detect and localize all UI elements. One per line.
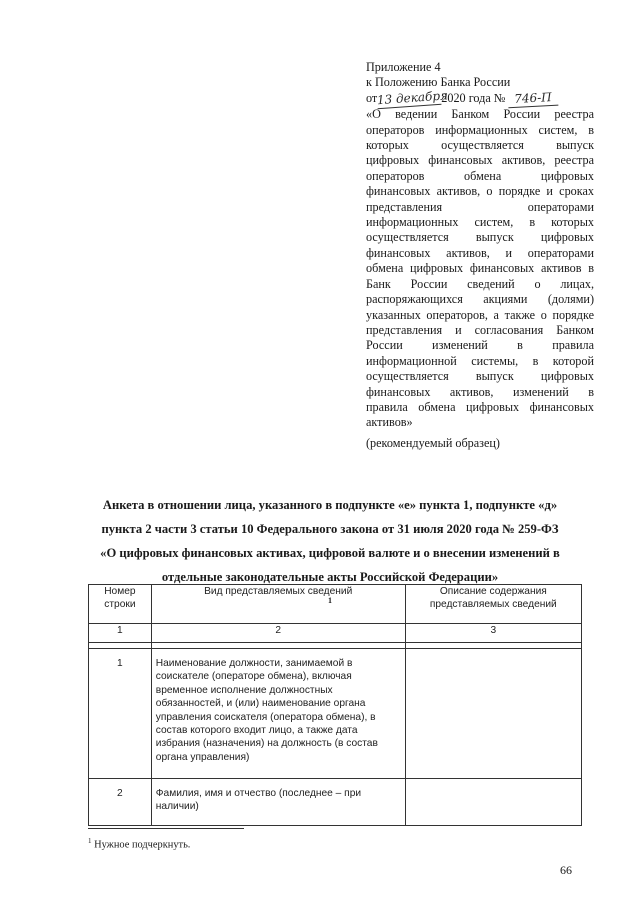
appendix-text-line: указанных операторов, а также о порядке bbox=[366, 307, 594, 322]
row-description-field[interactable] bbox=[405, 779, 581, 826]
row-description-field[interactable] bbox=[405, 649, 581, 779]
title-line-1: Анкета в отношении лица, указанного в подпункте «е» пункта 1, подпункте «д» bbox=[102, 498, 558, 512]
appendix-text-line: распоряжающихся акциями (долями) bbox=[366, 292, 594, 307]
column-number-row bbox=[89, 624, 582, 643]
page-number: 66 bbox=[560, 863, 572, 877]
footnote-mark: 1 bbox=[88, 837, 92, 845]
appendix-text-line: правила обмена цифровых финансовых bbox=[366, 399, 594, 414]
appendix-text-line: Банк России сведений о лицах, bbox=[366, 276, 594, 291]
appendix-text-line: информационных систем, в которых bbox=[366, 215, 594, 230]
appendix-text-line: обмена цифровых финансовых активов в bbox=[366, 261, 594, 276]
appendix-last-line: активов» bbox=[366, 415, 413, 430]
form-table bbox=[88, 584, 582, 826]
handwritten-number: 746-П bbox=[508, 90, 559, 109]
row-info-type: Фамилия, имя и отчество (последнее – при наличии) bbox=[151, 779, 405, 826]
date-prefix: от bbox=[366, 90, 378, 105]
column-number-3: 3 bbox=[405, 624, 581, 643]
appendix-date-line bbox=[366, 88, 594, 108]
footnote bbox=[88, 837, 190, 850]
appendix-regulation: к Положению Банка России bbox=[366, 75, 511, 90]
title-line-4-text: отдельные законодательные акты Российской Федерации» bbox=[161, 570, 499, 584]
appendix-text-line: представления и согласования Банком bbox=[366, 322, 594, 337]
handwritten-date: 13 декабря bbox=[377, 89, 442, 110]
footnote-separator bbox=[88, 828, 244, 829]
appendix-text-line: России изменений в правила bbox=[366, 338, 594, 353]
appendix-text-line: осуществляется выпуск цифровых bbox=[366, 369, 594, 384]
table-header-row bbox=[89, 585, 582, 624]
date-year: 2020 года № bbox=[441, 90, 506, 105]
column-number-1: 1 bbox=[89, 624, 152, 643]
appendix-text-line: которых осуществляется выпуск bbox=[366, 138, 594, 153]
footnote-text: Нужное подчеркнуть. bbox=[94, 839, 191, 851]
title-line-2: пункта 2 части 3 статьи 10 Федерального закона от 31 июля 2020 года № 259-ФЗ bbox=[101, 522, 559, 536]
column-number-2: 2 bbox=[151, 624, 405, 643]
appendix-text-line: финансовых активов, о порядке и сроках bbox=[366, 184, 594, 199]
appendix-text-line: операторов информационных систем, в bbox=[366, 122, 594, 137]
table-row bbox=[89, 779, 582, 826]
appendix-text-line: финансовых активов, и операторами bbox=[366, 245, 594, 260]
appendix-text-line: финансовых активов, изменений в bbox=[366, 384, 594, 399]
appendix-block bbox=[366, 60, 594, 431]
row-number: 1 bbox=[89, 649, 152, 779]
appendix-number: Приложение 4 bbox=[366, 60, 441, 74]
row-number: 2 bbox=[89, 779, 152, 826]
row-info-type: Наименование должности, занимаемой в соискателе (операторе обмена), включая временное исполнение должностных обязанностей, и (или) наименование органа управления соискателя (оператора обмена), в состав которого входит лицо, а также дата избрания (назначения) на должность (в состав органа управления) bbox=[151, 649, 405, 779]
appendix-text-line: представления операторами bbox=[366, 199, 594, 214]
sample-note: (рекомендуемый образец) bbox=[366, 436, 500, 450]
title-footnote-mark: 1 bbox=[328, 596, 332, 605]
header-row-number: Номер строки bbox=[89, 585, 152, 624]
appendix-text-line: цифровых финансовых активов, реестра bbox=[366, 153, 594, 168]
appendix-text-line: информационной системы, в которой bbox=[366, 353, 594, 368]
appendix-regulation-title bbox=[366, 107, 594, 415]
header-info-type: Вид представляемых сведений bbox=[151, 585, 405, 624]
title-line-3: «О цифровых финансовых активах, цифровой валюте и о внесении изменений в bbox=[100, 546, 560, 560]
appendix-text-line: осуществляется выпуск цифровых bbox=[366, 230, 594, 245]
appendix-text-line: «О ведении Банком России реестра bbox=[366, 107, 594, 122]
table-row bbox=[89, 649, 582, 779]
appendix-text-line: операторов обмена цифровых bbox=[366, 168, 594, 183]
header-description: Описание содержания представляемых сведений bbox=[405, 585, 581, 624]
